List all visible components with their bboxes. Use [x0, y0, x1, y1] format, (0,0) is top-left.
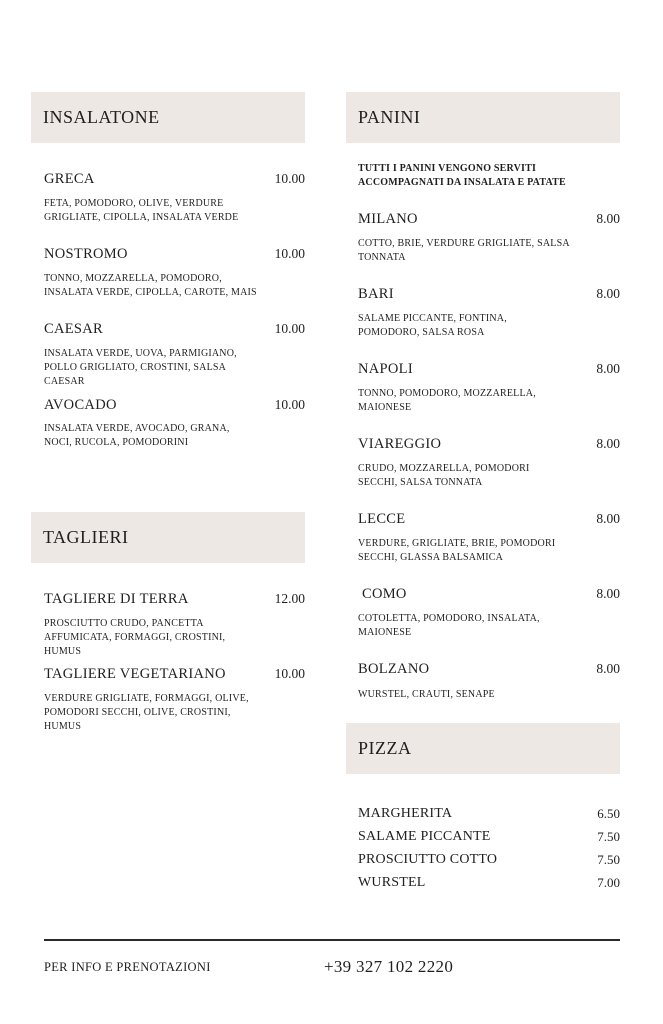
item-name: BARI — [358, 286, 394, 302]
item-name: LECCE — [358, 511, 406, 527]
item-price: 8.00 — [596, 586, 620, 601]
item-name: TAGLIERE DI TERRA — [44, 591, 189, 607]
item-name: MILANO — [358, 211, 418, 227]
section-title: PANINI — [358, 107, 421, 127]
section-title: TAGLIERI — [43, 527, 129, 547]
item-name: MARGHERITA — [358, 806, 453, 821]
item-name: BOLZANO — [358, 661, 430, 677]
item-description: INSALATA VERDE, AVOCADO, GRANA, NOCI, RUCOLA, POMODORINI — [44, 423, 230, 448]
section-header-taglieri — [31, 512, 305, 563]
item-name: NAPOLI — [358, 361, 413, 377]
item-price: 10.00 — [274, 171, 305, 186]
item-price: 8.00 — [596, 436, 620, 451]
item-description: VERDURE GRIGLIATE, FORMAGGI, OLIVE, POMODORI SECCHI, OLIVE, CROSTINI, HUMUS — [44, 693, 249, 732]
item-price: 12.00 — [274, 591, 305, 606]
item-description: WURSTEL, CRAUTI, SENAPE — [358, 689, 495, 700]
section-header-panini — [346, 92, 620, 143]
item-description: FETA, POMODORO, OLIVE, VERDURE GRIGLIATE, CIPOLLA, INSALATA VERDE — [44, 198, 239, 223]
item-price: 8.00 — [596, 511, 620, 526]
item-description: COTOLETTA, POMODORO, INSALATA, MAIONESE — [358, 613, 540, 638]
item-name: AVOCADO — [44, 397, 117, 413]
item-price: 10.00 — [274, 321, 305, 336]
item-name: SALAME PICCANTE — [358, 829, 491, 844]
section-header-pizza — [346, 723, 620, 774]
item-price: 8.00 — [596, 361, 620, 376]
item-description: TONNO, MOZZARELLA, POMODORO, INSALATA VERDE, CIPOLLA, CAROTE, MAIS — [44, 273, 257, 298]
item-price: 8.00 — [596, 661, 620, 676]
item-name: PROSCIUTTO COTTO — [358, 852, 498, 867]
item-description: CRUDO, MOZZARELLA, POMODORI SECCHI, SALSA TONNATA — [358, 463, 530, 488]
item-price: 7.50 — [597, 829, 620, 844]
section-header-insalatone — [31, 92, 305, 143]
item-price: 10.00 — [274, 397, 305, 412]
footer-info-label: PER INFO E PRENOTAZIONI — [44, 960, 211, 974]
section-title: INSALATONE — [43, 107, 160, 127]
footer-divider — [44, 939, 620, 941]
item-description: VERDURE, GRIGLIATE, BRIE, POMODORI SECCHI, GLASSA BALSAMICA — [358, 538, 556, 563]
footer-phone-number[interactable]: +39 327 102 2220 — [324, 957, 454, 976]
item-price: 7.00 — [597, 875, 620, 890]
item-name: VIAREGGIO — [358, 436, 442, 452]
item-description: TONNO, POMODORO, MOZZARELLA, MAIONESE — [358, 388, 536, 413]
item-price: 10.00 — [274, 666, 305, 681]
item-name: WURSTEL — [358, 875, 426, 890]
item-description: INSALATA VERDE, UOVA, PARMIGIANO, POLLO GRIGLIATO, CROSTINI, SALSA CAESAR — [44, 348, 237, 387]
item-description: PROSCIUTTO CRUDO, PANCETTA AFFUMICATA, FORMAGGI, CROSTINI, HUMUS — [44, 618, 226, 657]
item-price: 8.00 — [596, 211, 620, 226]
item-price: 6.50 — [597, 806, 620, 821]
section-title: PIZZA — [358, 738, 412, 758]
item-name: CAESAR — [44, 321, 104, 337]
item-price: 7.50 — [597, 852, 620, 867]
item-description: COTTO, BRIE, VERDURE GRIGLIATE, SALSA TONNATA — [358, 238, 570, 263]
item-price: 8.00 — [596, 286, 620, 301]
item-name: COMO — [362, 586, 407, 602]
item-name: TAGLIERE VEGETARIANO — [44, 666, 226, 682]
item-name: GRECA — [44, 171, 95, 187]
panini-note: TUTTI I PANINI VENGONO SERVITI ACCOMPAGNATI DA INSALATA E PATATE — [358, 163, 566, 188]
item-price: 10.00 — [274, 246, 305, 261]
item-name: NOSTROMO — [44, 246, 128, 262]
item-description: SALAME PICCANTE, FONTINA, POMODORO, SALSA ROSA — [358, 313, 507, 338]
